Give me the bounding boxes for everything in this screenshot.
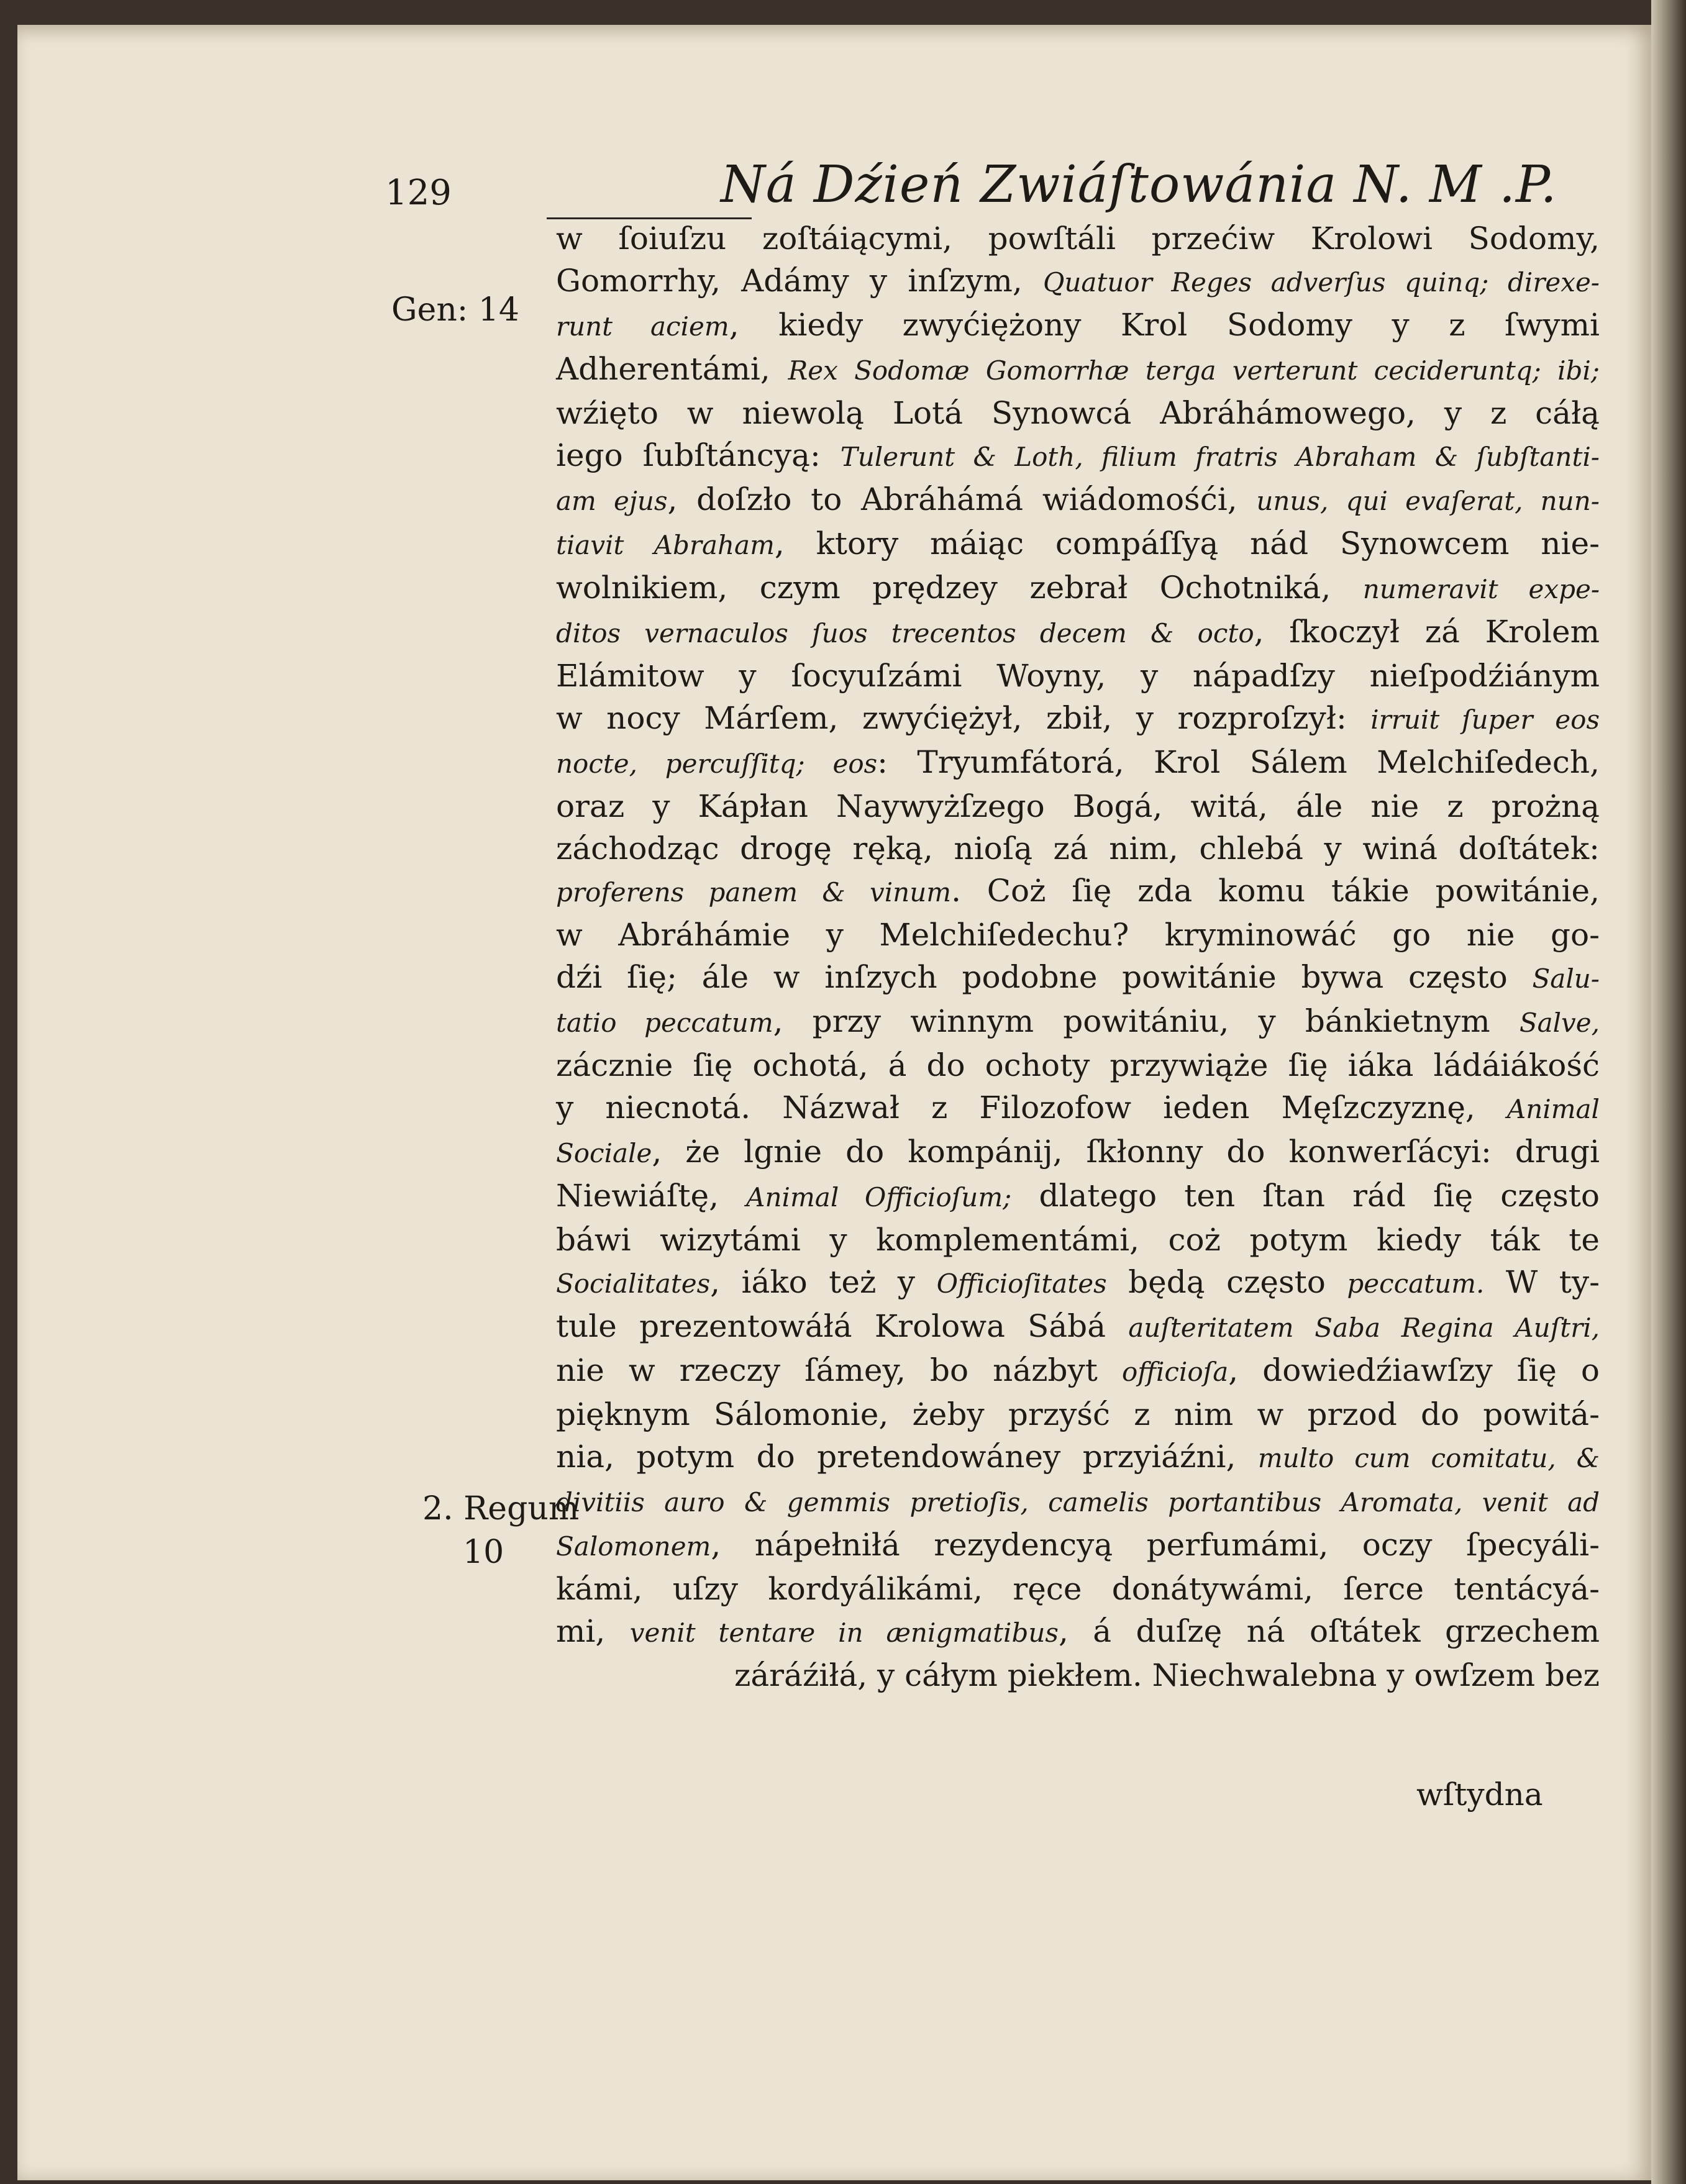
text-line (556, 260, 1600, 304)
text-line (556, 1654, 1600, 1696)
margin-note-regum-book: 2. Regum (422, 1490, 580, 1527)
polish-text: kámi, uſzy kordyálikámi, ręce donátywámi, ſerce tentácyá- (556, 1571, 1600, 1607)
polish-text: dźi ſię; ále w inſzych podobne powitánie bywa często (556, 959, 1533, 995)
text-line (556, 566, 1600, 611)
text-line (556, 914, 1600, 956)
polish-text: Gomorrhy, Adámy y inſzym, (556, 263, 1043, 299)
text-line (556, 434, 1600, 478)
latin-quotation: Officioſitates (936, 1268, 1107, 1299)
polish-text: : Tryumfátorá, Krol Sálem Melchiſedech, (877, 744, 1600, 780)
latin-quotation: tiavit Abraham (556, 530, 775, 560)
latin-quotation: Rex Sodomæ Gomorrhæ terga verterunt cecideruntq; ibi; (788, 355, 1600, 386)
text-line (556, 1349, 1600, 1393)
latin-quotation: venit tentare in ænigmatibus (629, 1618, 1059, 1648)
text-line (556, 1086, 1600, 1131)
text-line (556, 827, 1600, 870)
text-line (556, 1000, 1600, 1044)
text-line (556, 1393, 1600, 1436)
polish-text: dlatego ten ſtan rád ſię często (1011, 1178, 1600, 1214)
polish-text: báwi wizytámi y komplementámi, coż potym kiedy ták te (556, 1222, 1600, 1258)
polish-text: w Abráhámie y Melchiſedechu? kryminowáć go nie go- (556, 917, 1600, 953)
text-line (556, 1044, 1600, 1086)
polish-text: , ſkoczył zá Krolem (1254, 614, 1600, 650)
polish-text: , nápełniłá rezydencyą perfumámi, oczy ſpecyáli- (711, 1527, 1600, 1563)
text-line (556, 1261, 1600, 1305)
text-line (556, 697, 1600, 741)
latin-quotation: numeravit expe- (1362, 574, 1600, 604)
text-line (556, 304, 1600, 348)
polish-text: w nocy Márſem, zwyćiężył, zbił, y rozproſzył: (556, 700, 1371, 736)
latin-quotation: peccatum. (1347, 1268, 1485, 1299)
text-line (556, 1480, 1600, 1524)
text-line (556, 1610, 1600, 1654)
latin-quotation: runt aciem (556, 311, 729, 342)
polish-text: wolnikiem, czym prędzey zebrał Ochotniká, (556, 570, 1363, 606)
latin-quotation: Animal Officioſum; (746, 1182, 1012, 1213)
polish-text: wźięto w niewolą Lotá Synowcá Abráhámowego, y z cáłą (556, 395, 1600, 431)
latin-quotation: Sociale (556, 1138, 652, 1168)
text-line (556, 655, 1600, 697)
text-line (556, 611, 1600, 655)
running-title: Ná Dźień Zwiáſtowánia N. M .P. (721, 155, 1557, 214)
latin-quotation: divitiis auro & gemmis pretioſis, camelis portantibus Aromata, venit ad (556, 1487, 1600, 1517)
text-line (556, 392, 1600, 434)
polish-text: będą często (1106, 1264, 1347, 1300)
latin-quotation: Salomonem (556, 1531, 711, 1562)
margin-note-genesis: Gen: 14 (391, 291, 520, 329)
text-line (556, 741, 1600, 785)
polish-text: mi, (556, 1613, 630, 1649)
margin-note-regum-chapter: 10 (463, 1534, 504, 1571)
latin-quotation: Quatuor Reges adverſus quinq; direxe- (1042, 267, 1600, 298)
polish-text: záráźiłá, y cáłym piekłem. Niechwalebna y owſzem bez (734, 1657, 1600, 1693)
polish-text: . Coż ſię zda komu tákie powitánie, (951, 873, 1600, 909)
polish-text: záchodząc drogę ręką, nioſą zá nim, chlebá y winá doſtátek: (556, 830, 1600, 867)
polish-text: iego ſubſtáncyą: (556, 437, 841, 473)
page-number: 129 (385, 173, 452, 213)
polish-text: , doſzło to Abráhámá wiádomośći, (667, 481, 1257, 517)
text-line (556, 1219, 1600, 1261)
polish-text: w ſoiuſzu zoſtáiącymi, powſtáli przećiw Krolowi Sodomy, (556, 221, 1600, 257)
latin-quotation: Tulerunt & Loth, filium fratris Abraham & ſubſtanti- (840, 442, 1600, 472)
polish-text: y niecnotá. Názwał z Filozofow ieden Męſzczyznę, (556, 1090, 1507, 1126)
polish-text: tule prezentowáłá Krolowa Sábá (556, 1308, 1129, 1344)
polish-text: oraz y Kápłan Naywyżſzego Bogá, witá, ále nie z prożną (556, 788, 1600, 824)
polish-text: nia, potym do pretendowáney przyiáźni, (556, 1439, 1258, 1475)
polish-text: Adherentámi, (556, 351, 788, 387)
polish-text: Elámitow y ſocyuſzámi Woyny, y nápadſzy nieſpodźiánym (556, 658, 1600, 694)
polish-text: , dowiedźiawſzy ſię o (1228, 1352, 1600, 1388)
latin-quotation: Animal (1506, 1094, 1600, 1124)
polish-text: W ty- (1484, 1264, 1600, 1300)
latin-quotation: ditos vernaculos ſuos trecentos decem & octo (556, 618, 1254, 648)
polish-text: , kiedy zwyćiężony Krol Sodomy y z ſwymi (729, 307, 1600, 343)
polish-text: pięknym Sálomonie, żeby przyść z nim w przod do powitá- (556, 1396, 1600, 1432)
latin-quotation: proferens panem & vinum (556, 877, 952, 908)
latin-quotation: Salu- (1532, 963, 1600, 994)
text-line (556, 1305, 1600, 1349)
text-line (556, 1568, 1600, 1610)
latin-quotation: tatio peccatum (556, 1008, 773, 1038)
latin-quotation: nocte, percuſſitq; eos (556, 748, 878, 779)
text-line (556, 348, 1600, 392)
page-header (0, 155, 1686, 224)
latin-quotation: irruit ſuper eos (1370, 704, 1600, 735)
text-line (556, 956, 1600, 1000)
polish-text: , że lgnie do kompánij, ſkłonny do konwerſácyi: drugi (652, 1134, 1600, 1170)
book-binding-edge (1651, 0, 1686, 2184)
polish-text: Niewiáſtę, (556, 1178, 747, 1214)
text-line (556, 217, 1600, 260)
latin-quotation: officioſa (1121, 1357, 1229, 1387)
polish-text: zácznie ſię ochotá, á do ochoty przywiąże ſię iáka ládáiákość (556, 1047, 1600, 1083)
text-line (556, 1436, 1600, 1480)
polish-text: , ktory máiąc compáſſyą nád Synowcem nie- (774, 526, 1600, 562)
text-line (556, 870, 1600, 914)
text-line (556, 478, 1600, 522)
text-line (556, 785, 1600, 827)
polish-text: , á duſzę ná oſtátek grzechem (1058, 1613, 1600, 1649)
catchword: wſtydna (1416, 1777, 1543, 1813)
latin-quotation: Salve, (1519, 1008, 1600, 1038)
latin-quotation: unus, qui evaſerat, nun- (1256, 486, 1600, 516)
text-line (556, 522, 1600, 566)
latin-quotation: Socialitates (556, 1268, 711, 1299)
text-line (556, 1131, 1600, 1175)
polish-text: , przy winnym powitániu, y bánkietnym (773, 1003, 1520, 1039)
latin-quotation: am ejus (556, 486, 668, 516)
text-line (556, 1524, 1600, 1568)
polish-text: nie w rzeczy ſámey, bo názbyt (556, 1352, 1122, 1388)
latin-quotation: multo cum comitatu, & (1257, 1443, 1600, 1473)
latin-quotation: auſteritatem Saba Regina Auſtri, (1128, 1313, 1600, 1343)
text-line (556, 1175, 1600, 1219)
main-text-column (556, 217, 1600, 1696)
polish-text: , iáko też y (710, 1264, 937, 1300)
